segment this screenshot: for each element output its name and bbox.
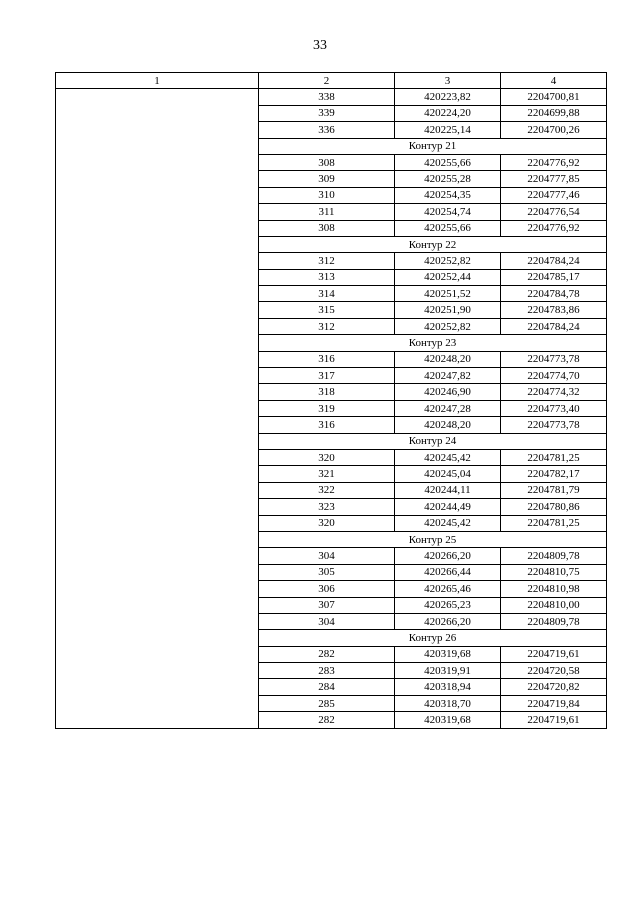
x-coordinate-cell: 420265,23 <box>395 597 501 613</box>
y-coordinate-cell: 2204719,84 <box>501 695 607 711</box>
point-number-cell: 320 <box>259 515 395 531</box>
x-coordinate-cell: 420255,28 <box>395 171 501 187</box>
header-row <box>56 73 607 89</box>
x-coordinate-cell: 420255,66 <box>395 154 501 170</box>
point-number-cell: 285 <box>259 695 395 711</box>
x-coordinate-cell: 420248,20 <box>395 351 501 367</box>
point-number-cell: 283 <box>259 663 395 679</box>
x-coordinate-cell: 420318,94 <box>395 679 501 695</box>
x-coordinate-cell: 420319,68 <box>395 712 501 728</box>
point-number-cell: 309 <box>259 171 395 187</box>
column-1-empty-area <box>56 89 259 728</box>
point-number-cell: 320 <box>259 449 395 465</box>
point-number-cell: 304 <box>259 548 395 564</box>
x-coordinate-cell: 420245,42 <box>395 515 501 531</box>
x-coordinate-cell: 420224,20 <box>395 105 501 121</box>
point-number-cell: 284 <box>259 679 395 695</box>
y-coordinate-cell: 2204773,40 <box>501 400 607 416</box>
x-coordinate-cell: 420265,46 <box>395 581 501 597</box>
x-coordinate-cell: 420319,91 <box>395 663 501 679</box>
section-title: Контур 22 <box>259 236 607 252</box>
point-number-cell: 318 <box>259 384 395 400</box>
point-number-cell: 308 <box>259 220 395 236</box>
point-number-cell: 319 <box>259 400 395 416</box>
y-coordinate-cell: 2204782,17 <box>501 466 607 482</box>
point-number-cell: 306 <box>259 581 395 597</box>
coordinates-table <box>55 72 607 729</box>
x-coordinate-cell: 420254,74 <box>395 204 501 220</box>
y-coordinate-cell: 2204720,58 <box>501 663 607 679</box>
point-number-cell: 304 <box>259 613 395 629</box>
point-number-cell: 312 <box>259 318 395 334</box>
y-coordinate-cell: 2204784,24 <box>501 253 607 269</box>
header-cell: 2 <box>259 73 395 89</box>
section-title: Контур 26 <box>259 630 607 646</box>
point-number-cell: 315 <box>259 302 395 318</box>
y-coordinate-cell: 2204699,88 <box>501 105 607 121</box>
point-number-cell: 322 <box>259 482 395 498</box>
x-coordinate-cell: 420247,28 <box>395 400 501 416</box>
point-number-cell: 323 <box>259 499 395 515</box>
x-coordinate-cell: 420266,44 <box>395 564 501 580</box>
point-number-cell: 316 <box>259 351 395 367</box>
y-coordinate-cell: 2204773,78 <box>501 351 607 367</box>
point-number-cell: 311 <box>259 204 395 220</box>
x-coordinate-cell: 420252,82 <box>395 318 501 334</box>
x-coordinate-cell: 420246,90 <box>395 384 501 400</box>
y-coordinate-cell: 2204781,25 <box>501 449 607 465</box>
point-number-cell: 338 <box>259 89 395 105</box>
y-coordinate-cell: 2204809,78 <box>501 613 607 629</box>
point-number-cell: 310 <box>259 187 395 203</box>
y-coordinate-cell: 2204809,78 <box>501 548 607 564</box>
y-coordinate-cell: 2204774,70 <box>501 368 607 384</box>
y-coordinate-cell: 2204720,82 <box>501 679 607 695</box>
y-coordinate-cell: 2204776,54 <box>501 204 607 220</box>
point-number-cell: 313 <box>259 269 395 285</box>
header-cell: 3 <box>395 73 501 89</box>
y-coordinate-cell: 2204785,17 <box>501 269 607 285</box>
x-coordinate-cell: 420266,20 <box>395 548 501 564</box>
point-number-cell: 314 <box>259 286 395 302</box>
x-coordinate-cell: 420252,82 <box>395 253 501 269</box>
section-title: Контур 25 <box>259 531 607 547</box>
x-coordinate-cell: 420244,11 <box>395 482 501 498</box>
y-coordinate-cell: 2204810,00 <box>501 597 607 613</box>
section-title: Контур 21 <box>259 138 607 154</box>
point-number-cell: 321 <box>259 466 395 482</box>
section-title: Контур 24 <box>259 433 607 449</box>
x-coordinate-cell: 420319,68 <box>395 646 501 662</box>
point-number-cell: 336 <box>259 122 395 138</box>
x-coordinate-cell: 420247,82 <box>395 368 501 384</box>
y-coordinate-cell: 2204719,61 <box>501 646 607 662</box>
point-number-cell: 307 <box>259 597 395 613</box>
table-body <box>56 73 607 729</box>
x-coordinate-cell: 420244,49 <box>395 499 501 515</box>
y-coordinate-cell: 2204776,92 <box>501 220 607 236</box>
x-coordinate-cell: 420318,70 <box>395 695 501 711</box>
x-coordinate-cell: 420254,35 <box>395 187 501 203</box>
x-coordinate-cell: 420245,04 <box>395 466 501 482</box>
y-coordinate-cell: 2204773,78 <box>501 417 607 433</box>
y-coordinate-cell: 2204777,46 <box>501 187 607 203</box>
y-coordinate-cell: 2204777,85 <box>501 171 607 187</box>
y-coordinate-cell: 2204784,24 <box>501 318 607 334</box>
point-number-cell: 339 <box>259 105 395 121</box>
point-number-cell: 317 <box>259 368 395 384</box>
y-coordinate-cell: 2204783,86 <box>501 302 607 318</box>
x-coordinate-cell: 420223,82 <box>395 89 501 105</box>
x-coordinate-cell: 420251,52 <box>395 286 501 302</box>
section-title: Контур 23 <box>259 335 607 351</box>
y-coordinate-cell: 2204700,26 <box>501 122 607 138</box>
y-coordinate-cell: 2204700,81 <box>501 89 607 105</box>
point-number-cell: 308 <box>259 154 395 170</box>
y-coordinate-cell: 2204719,61 <box>501 712 607 728</box>
point-number-cell: 305 <box>259 564 395 580</box>
point-number-cell: 282 <box>259 646 395 662</box>
y-coordinate-cell: 2204810,98 <box>501 581 607 597</box>
header-cell: 1 <box>56 73 259 89</box>
y-coordinate-cell: 2204781,25 <box>501 515 607 531</box>
point-number-cell: 312 <box>259 253 395 269</box>
x-coordinate-cell: 420266,20 <box>395 613 501 629</box>
point-number-cell: 316 <box>259 417 395 433</box>
x-coordinate-cell: 420255,66 <box>395 220 501 236</box>
y-coordinate-cell: 2204774,32 <box>501 384 607 400</box>
y-coordinate-cell: 2204780,86 <box>501 499 607 515</box>
x-coordinate-cell: 420248,20 <box>395 417 501 433</box>
x-coordinate-cell: 420225,14 <box>395 122 501 138</box>
table-row <box>56 89 607 105</box>
y-coordinate-cell: 2204810,75 <box>501 564 607 580</box>
x-coordinate-cell: 420252,44 <box>395 269 501 285</box>
page-number: 33 <box>313 38 327 53</box>
x-coordinate-cell: 420245,42 <box>395 449 501 465</box>
x-coordinate-cell: 420251,90 <box>395 302 501 318</box>
y-coordinate-cell: 2204776,92 <box>501 154 607 170</box>
point-number-cell: 282 <box>259 712 395 728</box>
y-coordinate-cell: 2204784,78 <box>501 286 607 302</box>
header-cell: 4 <box>501 73 607 89</box>
y-coordinate-cell: 2204781,79 <box>501 482 607 498</box>
